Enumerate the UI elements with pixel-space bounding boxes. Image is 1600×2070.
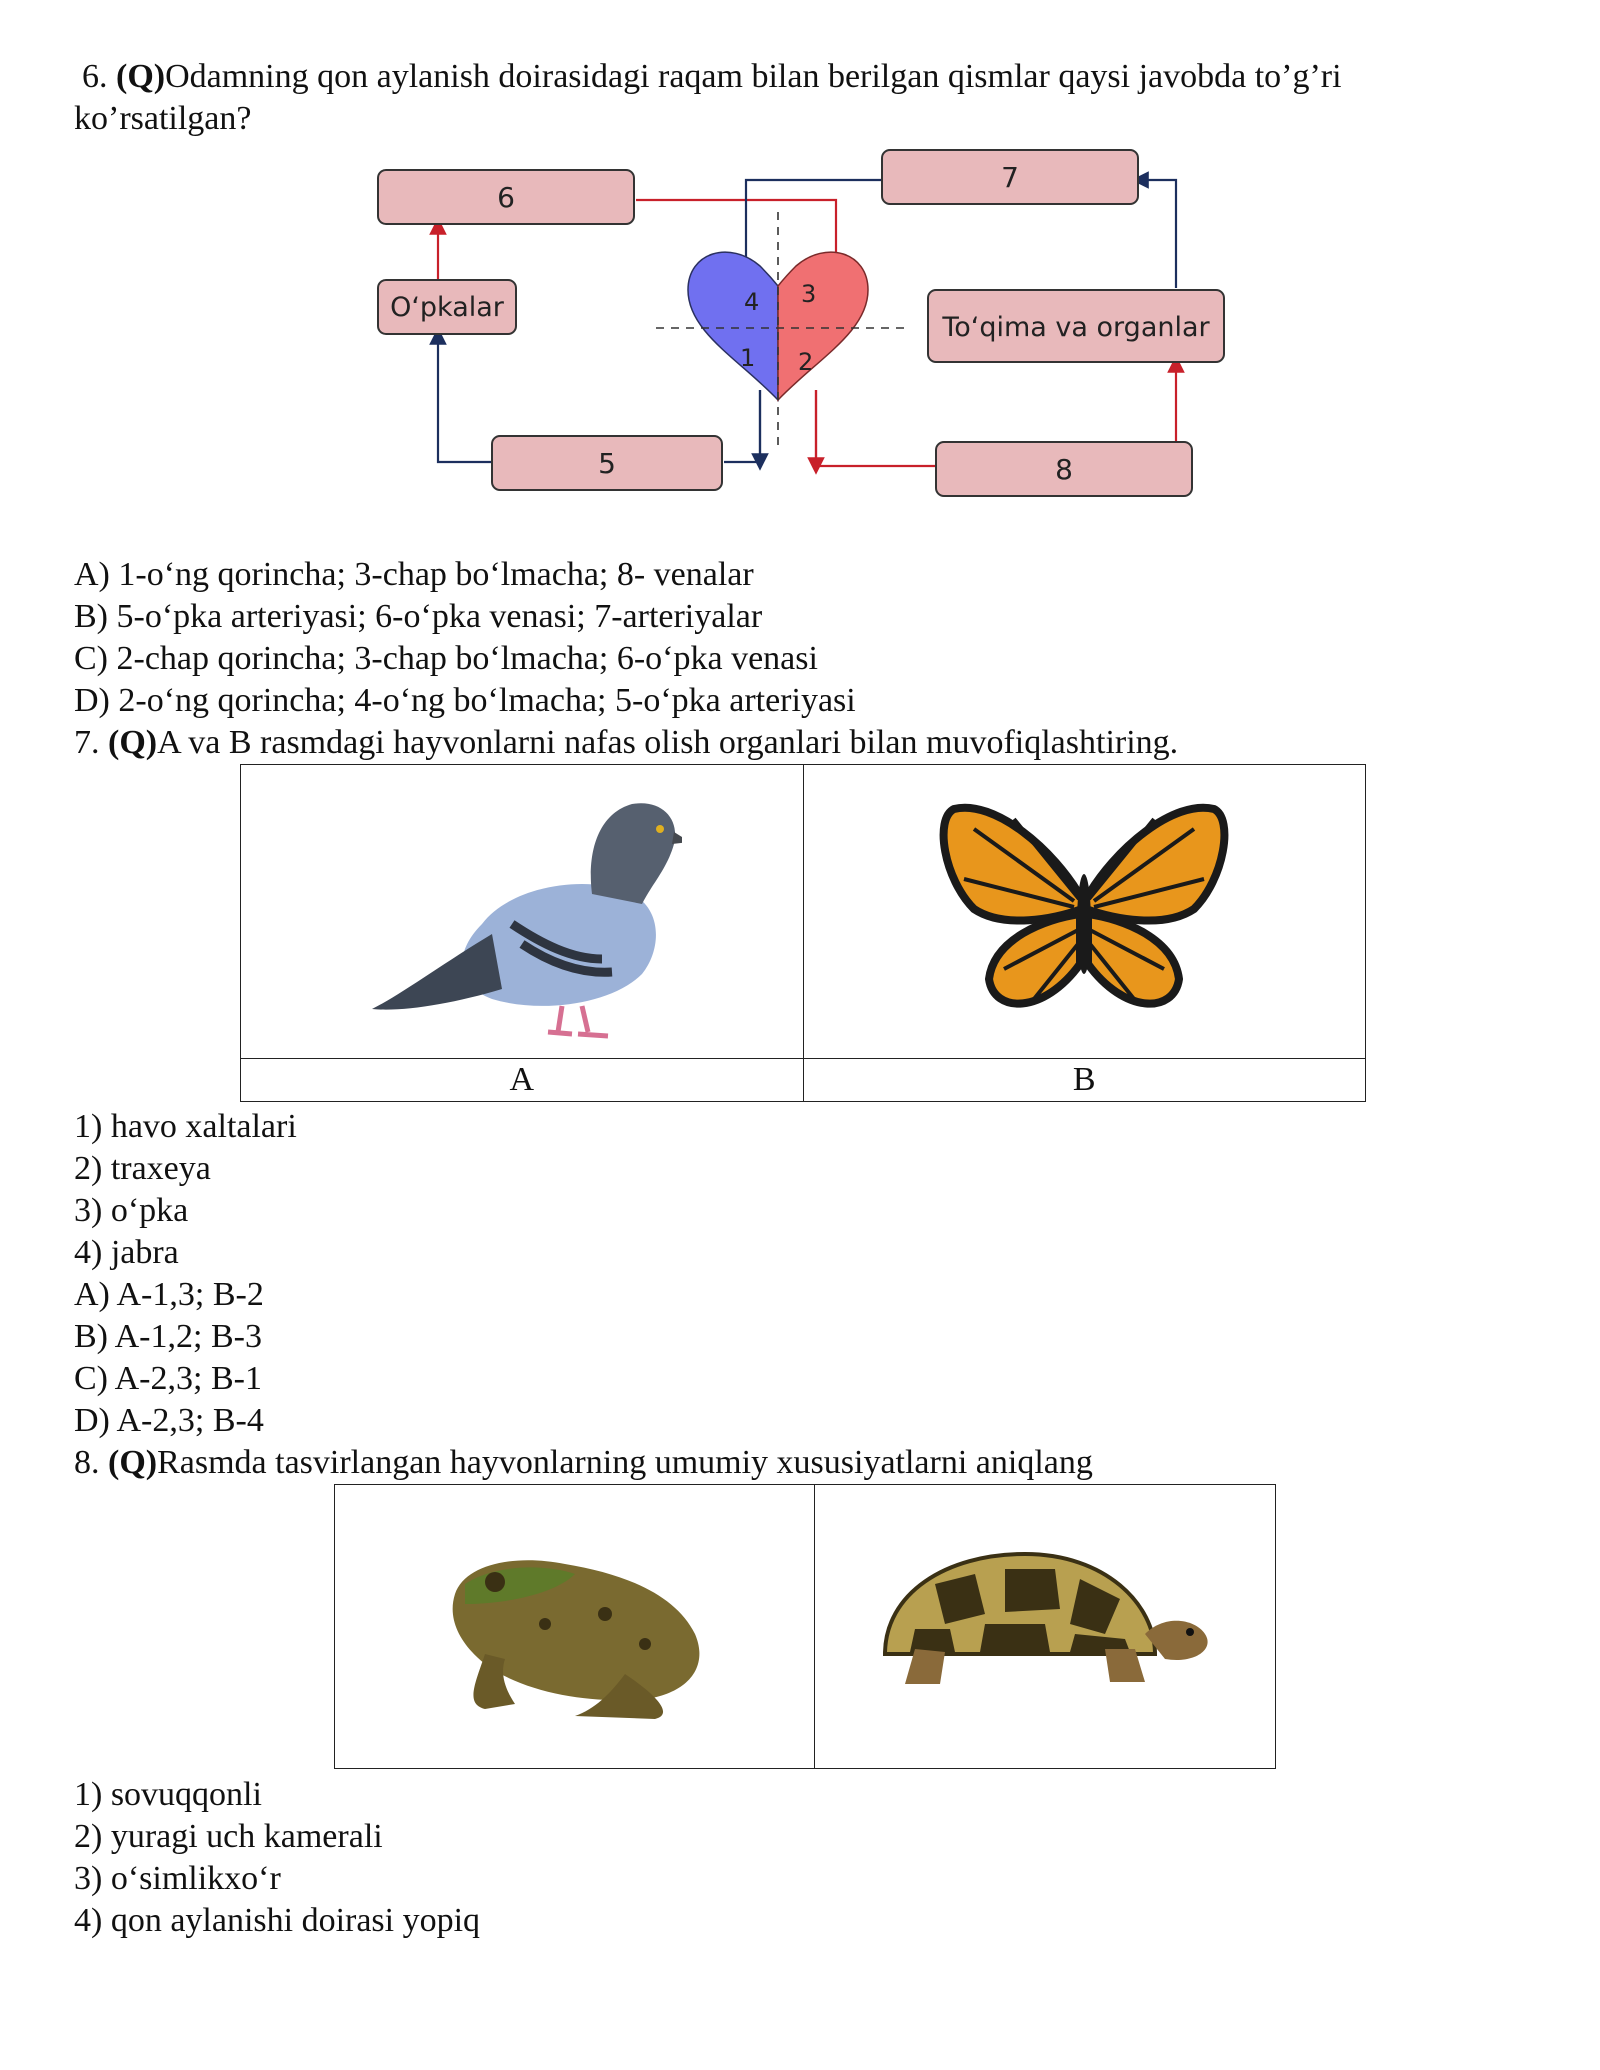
- line-5-to-lungs: [438, 336, 492, 462]
- box-tissues: [928, 290, 1224, 362]
- q7-option-c: C) A-2,3; B-1: [74, 1360, 262, 1397]
- q6-heading: [82, 56, 1342, 98]
- q7-option-b: B) A-1,2; B-3: [74, 1318, 262, 1355]
- q7-item-2: 2) traxeya: [74, 1150, 211, 1187]
- box-8: [936, 442, 1192, 496]
- q6-option-d: D) 2-o‘ng qorincha; 4-o‘ng bo‘lmacha; 5-o‘pka arteriyasi: [74, 682, 856, 719]
- q6-option-a: A) 1-o‘ng qorincha; 3-chap bo‘lmacha; 8- venalar: [74, 556, 754, 593]
- q8-item-1: 1) sovuqqonli: [74, 1776, 262, 1813]
- q8-cell-frog: [335, 1485, 815, 1769]
- box-8-label: 8: [1055, 453, 1073, 486]
- box-5-label: 5: [598, 447, 616, 480]
- heart-right-half: [778, 252, 868, 400]
- box-5: [492, 436, 722, 490]
- heart-label-3: 3: [801, 280, 817, 308]
- q6-text: Odamning qon aylanish doirasidagi raqam bilan berilgan qismlar qaysi javobda to’g’ri: [165, 58, 1342, 95]
- q6-option-c: C) 2-chap qorincha; 3-chap bo‘lmacha; 6-o‘pka venasi: [74, 640, 818, 677]
- q8-image-table: [334, 1484, 1276, 1769]
- q7-tag: (Q): [108, 724, 158, 761]
- box-tissues-label: To‘qima va organlar: [942, 312, 1210, 343]
- q7-item-3: 3) o‘pka: [74, 1192, 189, 1229]
- q8-item-3: 3) o‘simlikxo‘r: [74, 1860, 281, 1897]
- line-heart-to-5: [724, 390, 760, 462]
- q8-item-4: 4) qon aylanishi doirasi yopiq: [74, 1902, 481, 1939]
- q8-number: 8.: [74, 1444, 100, 1481]
- box-6-label: 6: [497, 181, 515, 214]
- q8-item-2: 2) yuragi uch kamerali: [74, 1818, 383, 1855]
- q6-number: 6.: [82, 58, 108, 95]
- q8-tag: (Q): [108, 1444, 158, 1481]
- pigeon-image: [362, 774, 682, 1044]
- heart-label-1: 1: [740, 344, 756, 372]
- q7-caption-a: A: [241, 1059, 804, 1102]
- circulation-diagram: [0, 140, 1600, 520]
- q7-image-table: [240, 764, 1366, 1102]
- box-6: [378, 170, 634, 224]
- heart-label-4: 4: [744, 288, 760, 316]
- box-7-label: 7: [1001, 161, 1019, 194]
- q7-option-a: A) A-1,3; B-2: [74, 1276, 264, 1313]
- butterfly-image: [934, 789, 1234, 1029]
- q7-item-4: 4) jabra: [74, 1234, 179, 1271]
- q6-option-b: B) 5-o‘pka arteriyasi; 6-o‘pka venasi; 7-arteriyalar: [74, 598, 763, 635]
- q8-cell-tortoise: [815, 1485, 1276, 1769]
- heart-label-2: 2: [798, 348, 814, 376]
- box-lungs: [378, 280, 516, 334]
- q6-tag: (Q): [116, 58, 166, 95]
- tortoise-image: [855, 1524, 1235, 1724]
- q6-text-cont: ko’rsatilgan?: [74, 100, 252, 137]
- q7-caption-b: B: [803, 1059, 1365, 1102]
- frog-image: [425, 1524, 725, 1724]
- q7-item-1: 1) havo xaltalari: [74, 1108, 297, 1145]
- q8-heading: [74, 1442, 1093, 1484]
- q7-cell-b-image: [803, 765, 1365, 1059]
- q7-number: 7.: [74, 724, 100, 761]
- line-heart-to-8: [816, 390, 936, 466]
- heart-left-half: [688, 252, 778, 400]
- q7-option-d: D) A-2,3; B-4: [74, 1402, 264, 1439]
- box-lungs-label: O‘pkalar: [390, 292, 504, 323]
- q8-text: Rasmda tasvirlangan hayvonlarning umumiy xususiyatlarni aniqlang: [157, 1444, 1093, 1481]
- q7-text: A va B rasmdagi hayvonlarni nafas olish organlari bilan muvofiqlashtiring.: [157, 724, 1179, 761]
- q7-heading: [74, 722, 1178, 764]
- line-tissues-to-7: [1140, 180, 1176, 288]
- box-7: [882, 150, 1138, 204]
- q7-cell-a-image: [241, 765, 804, 1059]
